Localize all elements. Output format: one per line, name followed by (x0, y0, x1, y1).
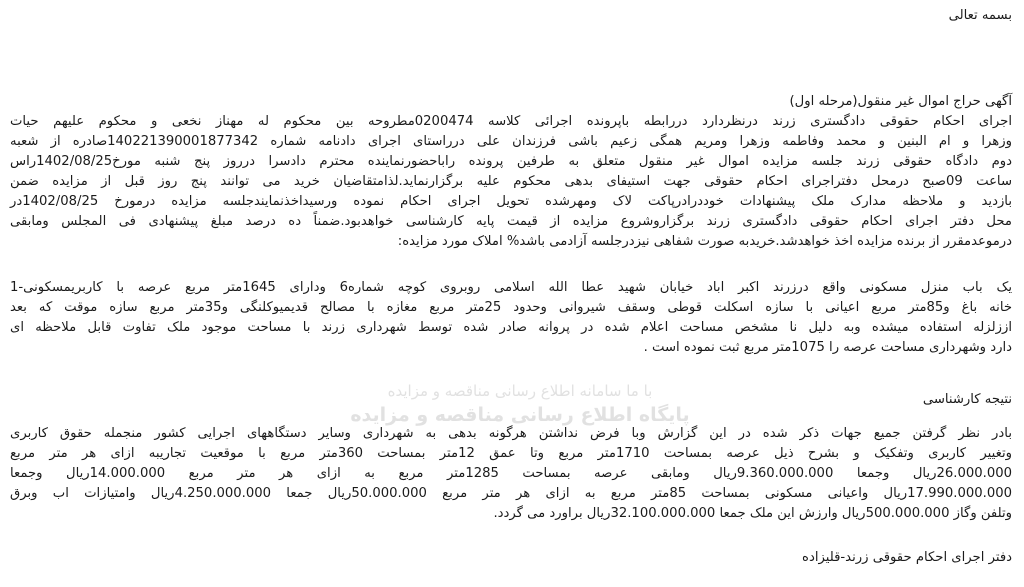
property-description-line: دارد وشهرداری مساحت عرصه را 1075متر مربع ثبت نموده است . (643, 340, 1012, 355)
property-description-line: یک باب منزل مسکونی واقع درزرند اکبر اباد خیابان شهید عطا الله اسلامی روبروی کوچه شماره6 ودارای 1645متر مربع عرصه با کاربریمسکونی-1 (10, 280, 1012, 295)
basmala-header: بسمه تعالی (948, 8, 1012, 23)
paragraph-line: ساعت 09صبح درمحل دفتراجرای احکام حقوقی جهت استیفای بدهی محکوم علیه برگزارنماید.لذامتقاضیان خرید می توانند پنج روز قبل از مزایده ضمن (10, 174, 1013, 189)
property-description-line: خانه باغ و85متر مربع اعیانی با سازه اسکلت قوطی وسقف شیروانی وحدود 25متر مربع مغازه با مصالح قدیمیوکلنگی و35متر مربع سازه موقت که بعد (10, 300, 1012, 315)
paragraph-line: وزهرا و ام البنین و محمد وفاطمه وزهرا ومریم همگی زعیم باشی فرزندان علی درراستای اجرای دادنامه شماره 140221390001877342صادره از شعبه (10, 134, 1013, 149)
watermark-line: پایگاه اطلاع رسانی مناقصه و مزایده (350, 404, 690, 426)
section-heading-expert-result: نتیجه کارشناسی (922, 392, 1012, 407)
notice-title: آگهی حراج اموال غیر منقول(مرحله اول) (789, 94, 1012, 109)
paragraph-line: اجرای احکام حقوقی دادگستری زرند درنظردارد دررابطه باپرونده اجرائی کلاسه 0200474مطروحه بین محکوم له مهناز نخعی و محکوم علیهم حیات (10, 114, 1012, 129)
expert-result-line: 17.990.000.000ریال واعیانی مسکونی بمساحت 85متر مربع به ازای هر متر مربع 50.000.000ریال جمعا 4.250.000.000ریال وامتیازات اب وبرق (10, 486, 1013, 501)
expert-result-line: 26.000.000ریال وجمعا 9.360.000.000ریال ومابقی عرصه بمساحت 1285متر مربع به ازای هر متر مربع 14.000.000ریال وجمعا (10, 466, 1013, 481)
property-description-line: اززلزله استفاده میشده وبه دلیل نا مشخص مساحت اعلام شده در پروانه صادر شده توسط شهرداری زرند با مساحت موجود ملک تفاوت قابل ملاحظه ای (10, 320, 1012, 335)
paragraph-line: درموعدمقرر از برنده مزایده اخذ خواهدشد.خریدبه صورت شفاهی نیزدرجلسه آزادمی باشد% املاک مورد مزایده: (397, 234, 1012, 249)
expert-result-line: بادر نظر گرفتن جمیع جهات ذکر شده در این گزارش وبا فرض نداشتن هرگونه بدهی به شهرداری وسایر دستگاههای اجرایی کشور منجمله حقوق کاربری (10, 426, 1012, 441)
paragraph-line: بازدید و ملاحظه مدارک ملک پیشنهادات خوددرادرپاکت لاک ومهرشده تحویل اجرای احکام نموده ورسیداخذنمایندجلسه مزایده درمورخ 1402/08/25در (10, 194, 1012, 209)
expert-result-line: وتغییر کاربری وتفکیک و بشرح ذیل عرصه بمساحت 1710متر مربع وتا عمق 12متر بمساحت 360متر مربع با موقعیت تجاریبه ازای هر متر مربع (10, 446, 1013, 461)
expert-result-line: وتلفن وگاز 500.000.000ریال وارزش این ملک جمعا 32.100.000.000ریال براورد می گردد. (493, 506, 1012, 521)
signature-line: دفتر اجرای احکام حقوقی زرند-قلیزاده (802, 550, 1012, 565)
watermark-line: با ما سامانه اطلاع رسانی مناقصه و مزایده (387, 382, 653, 400)
paragraph-line: محل دفتر اجرای احکام حقوقی دادگستری زرند برگزاروشروع مزایده از قیمت پایه کارشناسی خواهدبود.ضمناً ده درصد مبلغ پیشنهادی فی المجلس ومابقی (10, 214, 1012, 229)
paragraph-line: دوم دادگاه حقوقی زرند جلسه مزایده اموال غیر منقول متعلق به طرفین پرونده راباحضورنماینده محترم دادسرا درروز پنج شنبه مورخ1402/08/25راس (10, 154, 1012, 169)
